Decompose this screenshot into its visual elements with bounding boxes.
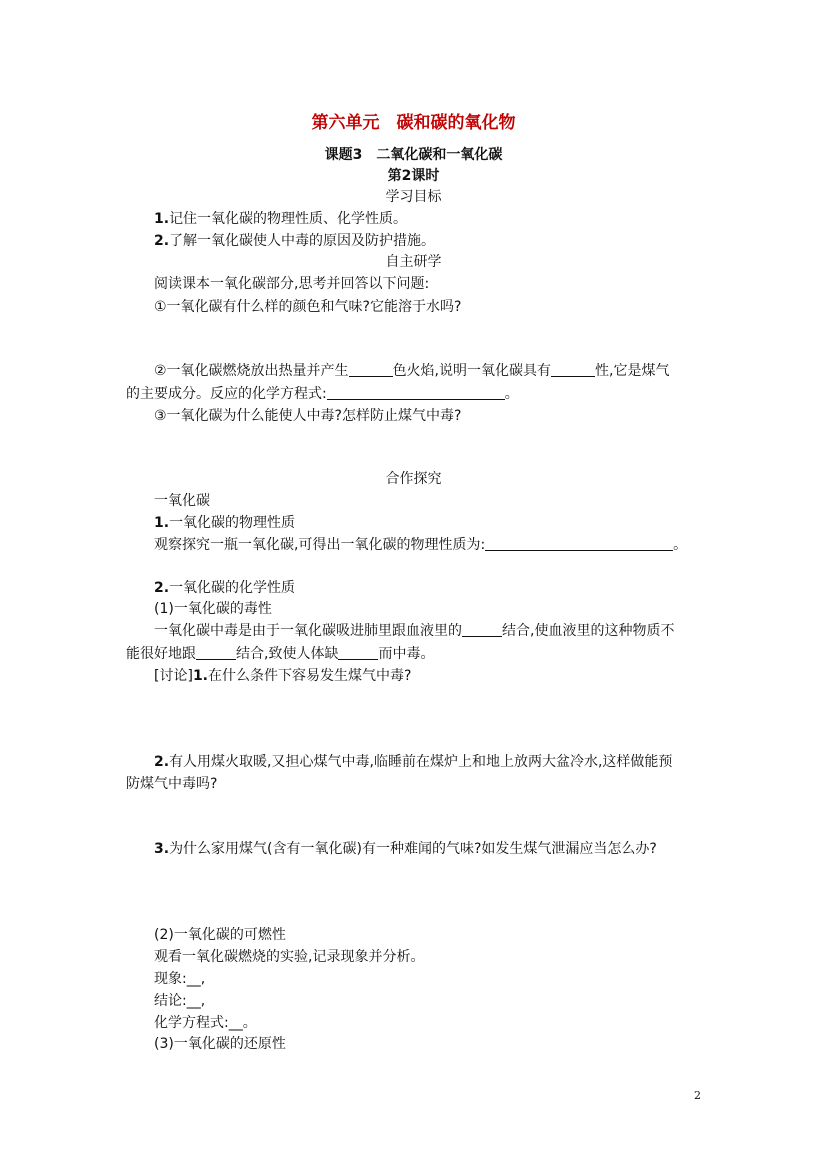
discussion-number: 2. [154,754,170,770]
question-3: ③一氧化碳为什么能使人中毒?怎样防止煤气中毒? [154,408,462,424]
part-1-title: (1)一氧化碳的毒性 [154,601,272,617]
discussion-1 [154,667,411,685]
question-2-line-2 [126,385,519,403]
question-2-line-1 [154,362,669,380]
conclusion-line: 结论:__, [154,993,206,1009]
question-2-text: 性,它是煤气 [595,363,670,379]
question-2-text: 色火焰,说明一氧化碳具有 [392,363,552,379]
part-1-text-line-2 [126,645,434,663]
section-number: 1. [154,515,170,531]
section-title: 一氧化碳的物理性质 [169,515,296,531]
discussion-2-line-1 [154,753,672,771]
discussion-tag: [讨论] [154,668,193,684]
self-study-heading: 自主研学 [385,254,442,270]
discussion-3 [154,840,657,858]
section-1-title [154,514,295,532]
part-text: 结合,致使人体缺 [236,646,339,662]
page-number: 2 [694,1089,701,1102]
fill-blank[interactable] [327,385,505,400]
part-text: 能很好地跟 [126,646,196,662]
part-1-text-line-1 [154,622,674,640]
question-1: ①一氧化碳有什么样的颜色和气味?它能溶于水吗? [154,299,462,315]
inquiry-topic: 一氧化碳 [154,493,210,509]
section-title: 一氧化碳的化学性质 [169,580,296,596]
fill-blank[interactable] [196,645,236,660]
discussion-text: 有人用煤火取暖,又担心煤气中毒,临睡前在煤炉上和地上放两大盆冷水,这样做能预 [169,754,673,770]
objective-text: 记住一氧化碳的物理性质、化学性质。 [169,211,408,227]
objective-number: 1. [154,211,170,227]
part-3-title: (3)一氧化碳的还原性 [154,1036,286,1052]
part-2-intro: 观看一氧化碳燃烧的实验,记录现象并分析。 [154,949,425,965]
part-text: 一氧化碳中毒是由于一氧化碳吸进肺里跟血液里的 [154,623,462,639]
unit-title: 第六单元 碳和碳的氧化物 [311,113,516,133]
fill-blank[interactable] [338,645,378,660]
discussion-2-line-2: 防煤气中毒吗? [126,776,218,792]
discussion-number: 3. [154,841,170,857]
question-2-text: ②一氧化碳燃烧放出热量并产生 [154,363,349,379]
part-text: 结合,使血液里的这种物质不 [502,623,675,639]
discussion-number: 1. [192,668,208,684]
equation-line: 化学方程式:__。 [154,1015,257,1031]
objective-item [154,232,435,250]
fill-blank[interactable] [349,362,393,377]
fill-blank[interactable] [462,622,502,637]
objectives-heading: 学习目标 [385,189,442,205]
section-1-text [154,536,687,554]
lesson-title: 课题3 二氧化碳和一氧化碳 [324,147,503,163]
discussion-text: 在什么条件下容易发生煤气中毒? [208,668,412,684]
discussion-text: 为什么家用煤气(含有一氧化碳)有一种难闻的气味?如发生煤气泄漏应当怎么办? [169,841,657,857]
question-2-text: 。 [504,386,519,402]
fill-blank[interactable] [551,362,595,377]
part-text: 而中毒。 [378,646,435,662]
period-label: 第2课时 [387,168,440,184]
part-2-title: (2)一氧化碳的可燃性 [154,927,286,943]
inquiry-heading: 合作探究 [385,471,442,487]
section-number: 2. [154,580,170,596]
observation-line: 现象:__, [154,971,206,987]
question-2-text: 的主要成分。反应的化学方程式: [126,386,327,402]
section-2-title [154,579,295,597]
fill-blank[interactable] [485,536,673,551]
self-study-intro: 阅读课本一氧化碳部分,思考并回答以下问题: [154,276,430,292]
objective-item [154,210,407,228]
section-text: 观察探究一瓶一氧化碳,可得出一氧化碳的物理性质为: [154,537,486,553]
section-text: 。 [673,537,688,553]
objective-text: 了解一氧化碳使人中毒的原因及防护措施。 [169,233,436,249]
objective-number: 2. [154,233,170,249]
